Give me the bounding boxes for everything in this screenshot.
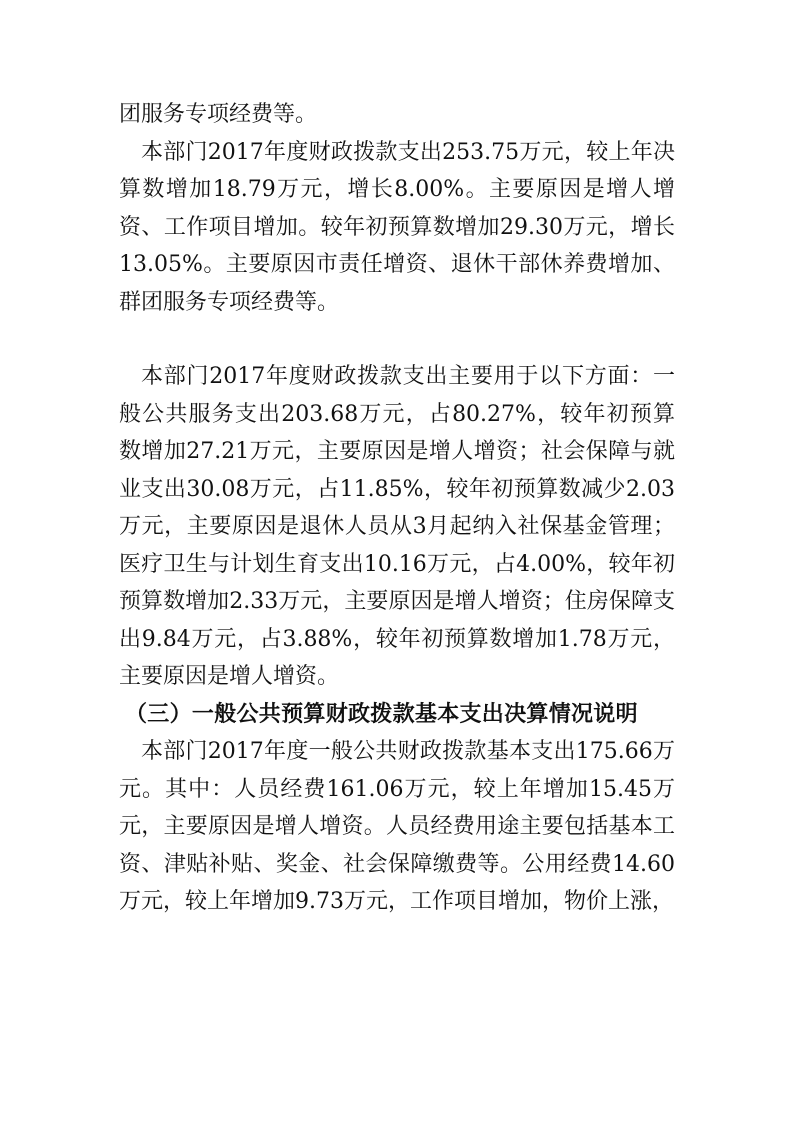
paragraph-gap — [119, 321, 675, 358]
paragraph-fiscal-expenditure-breakdown: 本部门2017年度财政拨款支出主要用于以下方面：一般公共服务支出203.68万元，占80.27%，较年初预算数增加27.21万元，主要原因是增人增资；社会保障与就业支出30.08万元，占11.85%，较年初预算数减少2.03万元，主要原因是退休人员从3月起纳入社保基金管理；医疗卫生与计划生育支出10.16万元，占4.00%，较年初预算数增加2.33万元，主要原因是增人增资；住房保障支出9.84万元，占3.88%，较年初预算数增加1.78万元，主要原因是增人增资。 — [119, 364, 675, 689]
paragraph-continuation: 团服务专项经费等。 — [119, 102, 318, 127]
paragraph-basic-expenditure: 本部门2017年度一般公共财政拨款基本支出175.66万元。其中：人员经费161.06万元，较上年增加15.45万元，主要原因是增人增资。人员经费用途主要包括基本工资、津贴补贴、奖金、社会保障缴费等。公用经费14.60万元，较上年增加9.73万元，工作项目增加，物价上涨， — [119, 739, 675, 914]
section-heading: （三）一般公共预算财政拨款基本支出决算情况说明 — [125, 700, 638, 727]
paragraph-fiscal-expenditure-total: 本部门2017年度财政拨款支出253.75万元，较上年决算数增加18.79万元，增长8.00%。主要原因是增人增资、工作项目增加。较年初预算数增加29.30万元，增长13.05%。主要原因市责任增资、退休干部休养费增加、群团服务专项经费等。 — [119, 139, 675, 315]
